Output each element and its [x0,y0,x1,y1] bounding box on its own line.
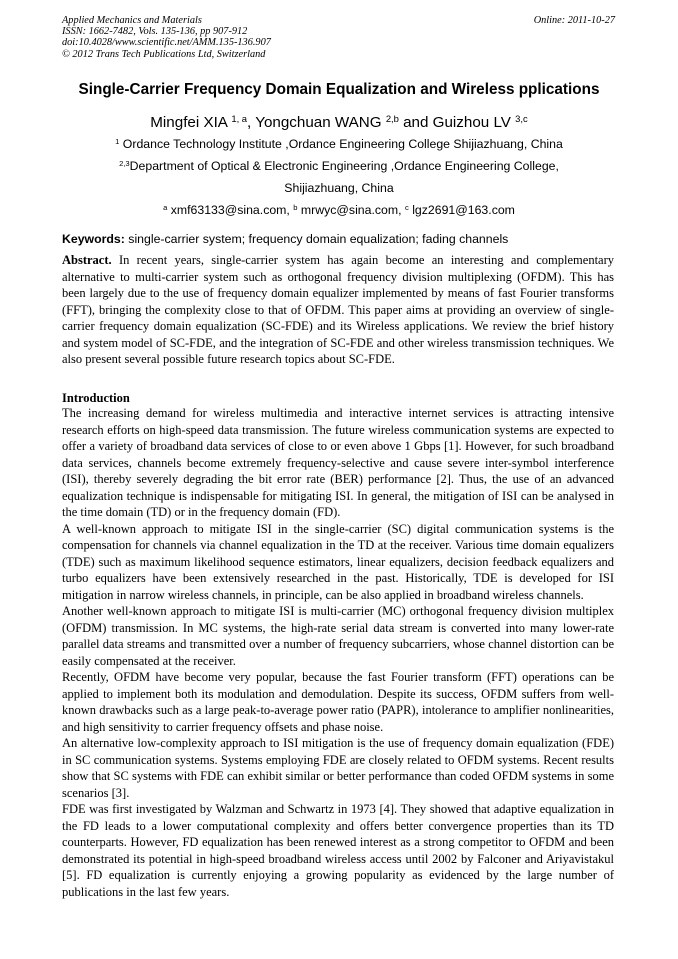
abstract-label: Abstract. [62,253,112,267]
online-date: Online: 2011-10-27 [533,15,615,26]
affiliation-superscript: 2,3 [119,158,130,168]
author-name: Mingfei XIA [150,114,228,131]
abstract-text: In recent years, single-carrier system has again become an interesting and complementary alternative to multi-carrier system such as orthogonal frequency division multiplexing (OFDM). This has been largely due to the use of frequency domain equalizer implemented by means of fast Fourier transforms (FFT), bringing the complexity close to that of OFDM. This paper aims at providing an overview of single-carrier frequency domain equalization (SC-FDE) and its Wireless applications. We review the brief history and system model of SC-FDE, and the integration of SC-FDE and other wireless transmission techniques. We also present several possible future research topics about SC-FDE. [62,253,614,366]
author-superscript: 2,b [385,112,399,124]
email-address: xmf63133@sina.com, [167,203,294,217]
author-list [0,114,678,131]
paper-title: Single-Carrier Frequency Domain Equalization and Wireless pplications [78,81,600,98]
author-superscript: 1, a [231,112,248,124]
author-separator: and [398,114,433,131]
email-superscript: c [404,202,409,212]
email-address: lgz2691@163.com [408,203,515,217]
affiliation-1 [0,137,678,151]
intro-paragraph: Recently, OFDM have become very popular, because the fast Fourier transform (FFT) operations can be applied to implement both its modulation and demodulation. Despite its success, OFDM suffers from well-known drawbacks such as a large peak-to-average power ratio (PAPR), intolerance to amplifier nonlinearities, and high sensitivity to carrier frequency offsets and phase noise. [62,670,614,734]
author-name: Guizhou LV [432,114,511,131]
introduction-body [62,405,614,900]
author-separator: , [247,114,256,131]
intro-paragraph: Another well-known approach to mitigate ISI is multi-carrier (MC) orthogonal frequency division multiplex (OFDM) transmission. In MC systems, the high-rate serial data stream is converted into many lower-rate parallel data streams and transmitted over a number of frequency subcarriers, whose channel distortion can be easily compensated at the receiver. [62,604,614,668]
author-superscript: 3,c [515,112,528,124]
intro-paragraph: The increasing demand for wireless multimedia and interactive internet services is attracting intensive research efforts on high-speed data transmission. The future wireless communication systems are expected to offer a variety of broadband data services of close to or even above 1 Gbps [1]. However, for such broadband data services, channels become extremely frequency-selective and cause severe inter-symbol interference (ISI), thereby severely degrading the bit error rate (BER) performance [2]. Thus, the use of an advanced equalization technique is indispensable for mitigating ISI. In general, the mitigation of ISI can be analysed in the time domain (TD) or in the frequency domain (FD). [62,406,614,519]
introduction-heading: Introduction [62,391,130,405]
keywords-line [62,232,615,246]
affiliation-text: Department of Optical & Electronic Engineering ,Ordance Engineering College, [129,159,559,173]
abstract [62,252,614,368]
email-superscript: a [163,202,168,212]
intro-paragraph: An alternative low-complexity approach to ISI mitigation is the use of frequency domain equalization (FDE) in SC communication systems. Systems employing FDE are closely related to OFDM systems. Recent results show that SC systems with FDE can exhibit similar or better performance than coded OFDM systems in some scenarios [3]. [62,736,614,800]
affiliation-2 [0,159,678,173]
issn-line: ISSN: 1662-7482, Vols. 135-136, pp 907-912 [62,26,248,38]
journal-name: Applied Mechanics and Materials [62,15,202,26]
affiliation-text: Ordance Technology Institute ,Ordance Engineering College Shijiazhuang, China [119,137,563,151]
keywords-text: single-carrier system; frequency domain equalization; fading channels [124,232,509,246]
email-superscript: b [293,202,298,212]
intro-paragraph: A well-known approach to mitigate ISI in the single-carrier (SC) digital communication systems is the compensation for channels via channel equalization in the TD at the receiver. Various time domain equalizers (TDE) such as maximum likelihood sequence estimators, linear equalizers, decision feedback equalizers and turbo equalizers have been extensively researched in the past. Historically, TDE is developed for ISI mitigation in narrow wireless channels, in principle, can be also applied in broadband wireless channels. [62,521,614,602]
author-name: Yongchuan WANG [255,114,382,131]
email-line [0,203,678,217]
doi-line: doi:10.4028/www.scientific.net/AMM.135-136.907 [62,37,271,49]
keywords-label: Keywords: [62,232,125,246]
journal-header [62,15,615,60]
copyright-line: © 2012 Trans Tech Publications Ltd, Switzerland [62,48,266,60]
email-address: mrwyc@sina.com, [297,203,405,217]
intro-paragraph: FDE was first investigated by Walzman and Schwartz in 1973 [4]. They showed that adaptive equalization in the FD leads to a lower computational complexity and offers better convergence properties than its TD counterparts. However, FD equalization has been renewed interest as a strong competitor to OFDM and been demonstrated its potential in high-speed broadband wireless access until 2002 by Falconer and Ariyavistakul [5]. FD equalization is currently enjoying a growing popularity as evidenced by the large number of publications in the last few years. [62,802,614,899]
affiliation-superscript: 1 [115,136,120,146]
affiliation-2-city: Shijiazhuang, China [284,181,394,195]
